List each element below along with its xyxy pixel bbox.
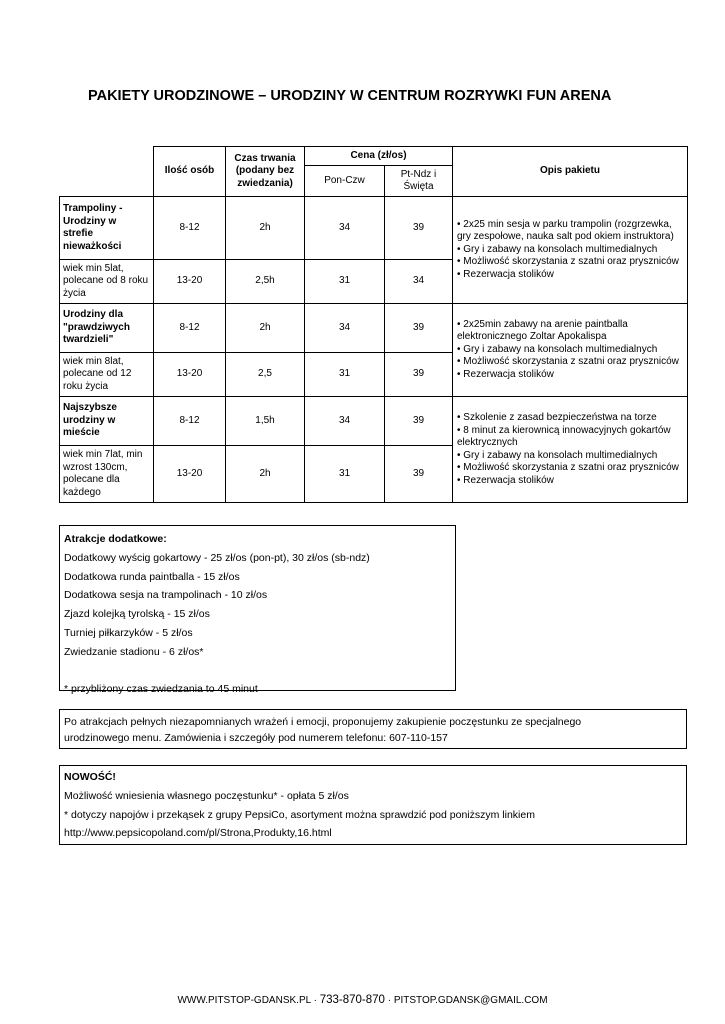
- footer: WWW.PITSTOP-GDANSK.PL · 733-870-870 · PITSTOP.GDANSK@GMAIL.COM: [177, 994, 548, 1006]
- people-count: 13-20: [154, 260, 226, 304]
- price-weekend: 39: [385, 304, 453, 353]
- people-count: 8-12: [154, 304, 226, 353]
- price-weekend: 39: [385, 197, 453, 260]
- package-description: • Szkolenie z zasad bezpieczeństwa na torze • 8 minut za kierownicą innowacyjnych gokartów elektrycznych • Gry i zabawy na konsolach multimedialnych • Możliwość skorzystania z szatni oraz pryszniców • Rezerwacja stolików: [453, 397, 688, 503]
- header-price: Cena (zł/os): [305, 147, 453, 166]
- people-count: 8-12: [154, 397, 226, 446]
- extras-item: Turniej piłkarzyków - 5 zł/os: [64, 626, 193, 639]
- price-weekend: 34: [385, 260, 453, 304]
- catering-text: Po atrakcjach pełnych niezapomnianych wrażeń i emocji, proponujemy zakupienie poczęstunku ze specjalnego: [64, 716, 582, 728]
- page-title: PAKIETY URODZINOWE – URODZINY W CENTRUM ROZRYWKI FUN ARENA: [88, 88, 612, 104]
- duration: 1,5h: [226, 397, 305, 446]
- price-weekend: 39: [385, 353, 453, 397]
- header-price-weekday: Pon-Czw: [305, 166, 385, 197]
- extras-footnote: * przybliżony czas zwiedzania to 45 minut: [64, 683, 258, 696]
- header-description: Opis pakietu: [453, 147, 688, 197]
- header-price-weekend: Pt-Ndz i Święta: [385, 166, 453, 197]
- package-note: wiek min 7lat, min wzrost 130cm, polecane dla każdego: [60, 446, 154, 503]
- price-weekend: 39: [385, 446, 453, 503]
- extras-item: Dodatkowa runda paintballa - 15 zł/os: [64, 570, 240, 583]
- extras-heading: Atrakcje dodatkowe:: [64, 533, 167, 545]
- pepsico-link[interactable]: http://www.pepsicopoland.com/pl/Strona,Produkty,16.html: [64, 827, 332, 840]
- catering-text: urodzinowego menu. Zamówienia i szczegóły pod numerem telefonu: 607-110-157: [64, 732, 448, 744]
- price-weekday: 31: [305, 260, 385, 304]
- extras-item: Zjazd kolejką tyrolską - 15 zł/os: [64, 608, 210, 621]
- duration: 2h: [226, 197, 305, 260]
- package-name: Trampoliny - Urodziny w strefie nieważkości: [60, 197, 154, 260]
- people-count: 13-20: [154, 353, 226, 397]
- footer-email[interactable]: PITSTOP.GDANSK@GMAIL.COM: [393, 995, 548, 1006]
- people-count: 13-20: [154, 446, 226, 503]
- package-name: Urodziny dla "prawdziwych twardzieli": [60, 304, 154, 353]
- package-note: wiek min 8lat, polecane od 12 roku życia: [60, 353, 154, 397]
- extras-box: [59, 525, 456, 696]
- package-name: Najszybsze urodziny w mieście: [60, 397, 154, 446]
- price-weekday: 34: [305, 397, 385, 446]
- price-weekday: 34: [305, 304, 385, 353]
- duration: 2h: [226, 446, 305, 503]
- price-weekend: 39: [385, 397, 453, 446]
- extras-item: Zwiedzanie stadionu - 6 zł/os*: [64, 645, 204, 658]
- header-people: Ilość osób: [154, 147, 226, 197]
- price-weekday: 31: [305, 446, 385, 503]
- duration: 2h: [226, 304, 305, 353]
- duration: 2,5: [226, 353, 305, 397]
- package-description: • 2x25 min sesja w parku trampolin (rozgrzewka, gry zespołowe, nauka salt pod okiem instruktora) • Gry i zabawy na konsolach multimedialnych • Możliwość skorzystania z szatni oraz pryszniców • Rezerwacja stolików: [453, 197, 688, 304]
- footer-website[interactable]: WWW.PITSTOP-GDANSK.PL: [177, 995, 311, 1006]
- people-count: 8-12: [154, 197, 226, 260]
- package-description: • 2x25min zabawy na arenie paintballa elektronicznego Zoltar Apokalispa • Gry i zabawy na konsolach multimedialnych • Możliwość skorzystania z szatni oraz pryszniców • Rezerwacja stolików: [453, 304, 688, 397]
- price-weekday: 34: [305, 197, 385, 260]
- price-weekday: 31: [305, 353, 385, 397]
- extras-item: Dodatkowy wyścig gokartowy - 25 zł/os (pon-pt), 30 zł/os (sb-ndz): [64, 551, 370, 564]
- header-duration: Czas trwania (podany bez zwiedzania): [226, 147, 305, 197]
- catering-box: [59, 709, 687, 749]
- extras-item: Dodatkowa sesja na trampolinach - 10 zł/os: [64, 589, 268, 602]
- duration: 2,5h: [226, 260, 305, 304]
- news-heading: NOWOŚĆ!: [64, 771, 116, 783]
- news-text: * dotyczy napojów i przekąsek z grupy PepsiCo, asortyment można sprawdzić pod poniższym linkiem: [64, 808, 535, 821]
- news-text: Możliwość wniesienia własnego poczęstunku* - opłata 5 zł/os: [64, 789, 349, 802]
- news-box: [59, 765, 687, 845]
- footer-phone: 733-870-870: [319, 994, 385, 1006]
- packages-table: [59, 146, 688, 503]
- package-note: wiek min 5lat, polecane od 8 roku życia: [60, 260, 154, 304]
